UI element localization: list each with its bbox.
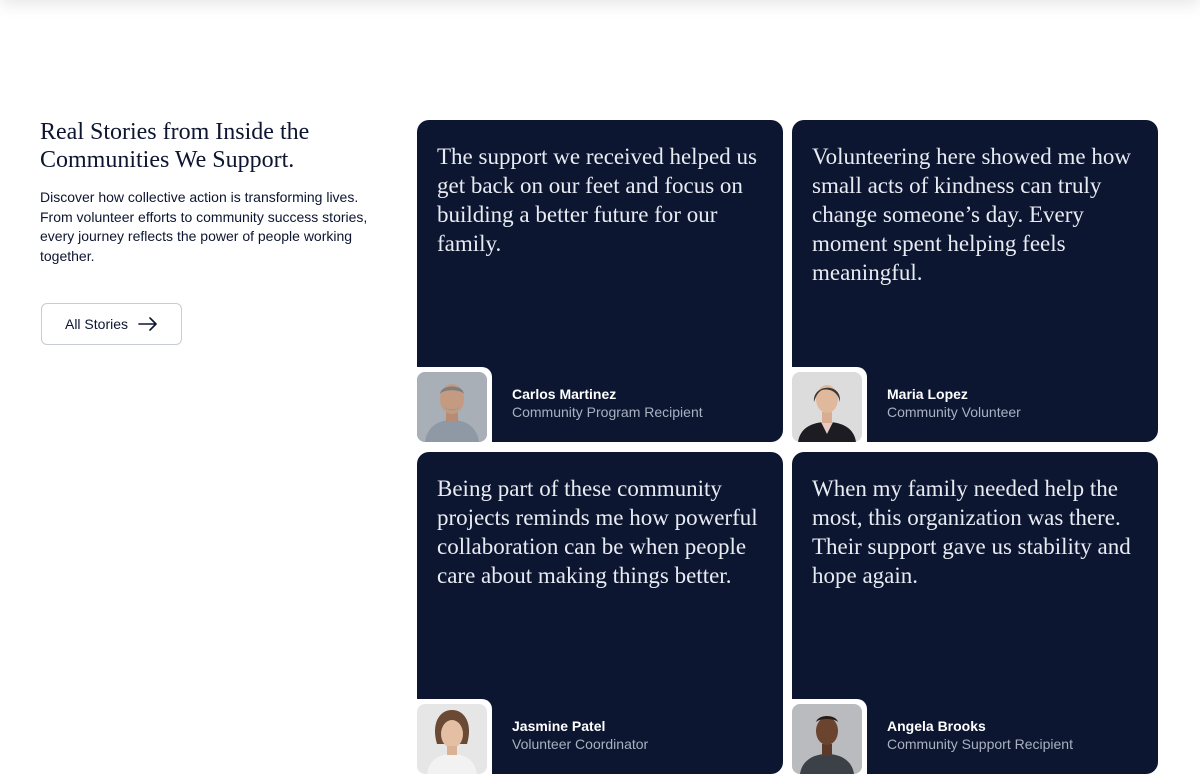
all-stories-button[interactable]: [41, 303, 182, 345]
intro-section: [40, 118, 370, 266]
avatar: [792, 704, 862, 774]
testimonial-card: [792, 452, 1158, 774]
testimonial-card: [417, 452, 783, 774]
person-name: Jasmine Patel: [512, 718, 606, 734]
all-stories-label: All Stories: [64, 316, 129, 332]
person-name: Carlos Martinez: [512, 386, 617, 402]
avatar: [417, 372, 487, 442]
person-role: Community Volunteer: [887, 404, 1021, 420]
testimonial-card: [417, 120, 783, 442]
person-name: Maria Lopez: [887, 386, 968, 402]
person-role: Community Support Recipient: [887, 736, 1073, 752]
section-description: Discover how collective action is transforming lives. From volunteer efforts to community success stories, every journey reflects the power of people working together.: [40, 189, 368, 264]
avatar: [417, 704, 487, 774]
person-name: Angela Brooks: [887, 718, 986, 734]
testimonial-quote: Volunteering here showed me how small acts of kindness can truly change someone’s day. Every moment spent helping feels meaningful.: [812, 144, 1131, 285]
testimonial-quote: Being part of these community projects reminds me how powerful collaboration can be when people care about making things better.: [437, 476, 758, 588]
avatar: [792, 372, 862, 442]
testimonial-quote: When my family needed help the most, this organization was there. Their support gave us stability and hope again.: [812, 476, 1131, 588]
section-title: Real Stories from Inside the Communities We Support.: [40, 119, 310, 173]
person-role: Community Program Recipient: [512, 404, 703, 420]
arrow-right-icon: [138, 317, 158, 331]
testimonial-card: [792, 120, 1158, 442]
testimonial-quote: The support we received helped us get back on our feet and focus on building a better future for our family.: [437, 144, 757, 256]
person-role: Volunteer Coordinator: [512, 736, 649, 752]
